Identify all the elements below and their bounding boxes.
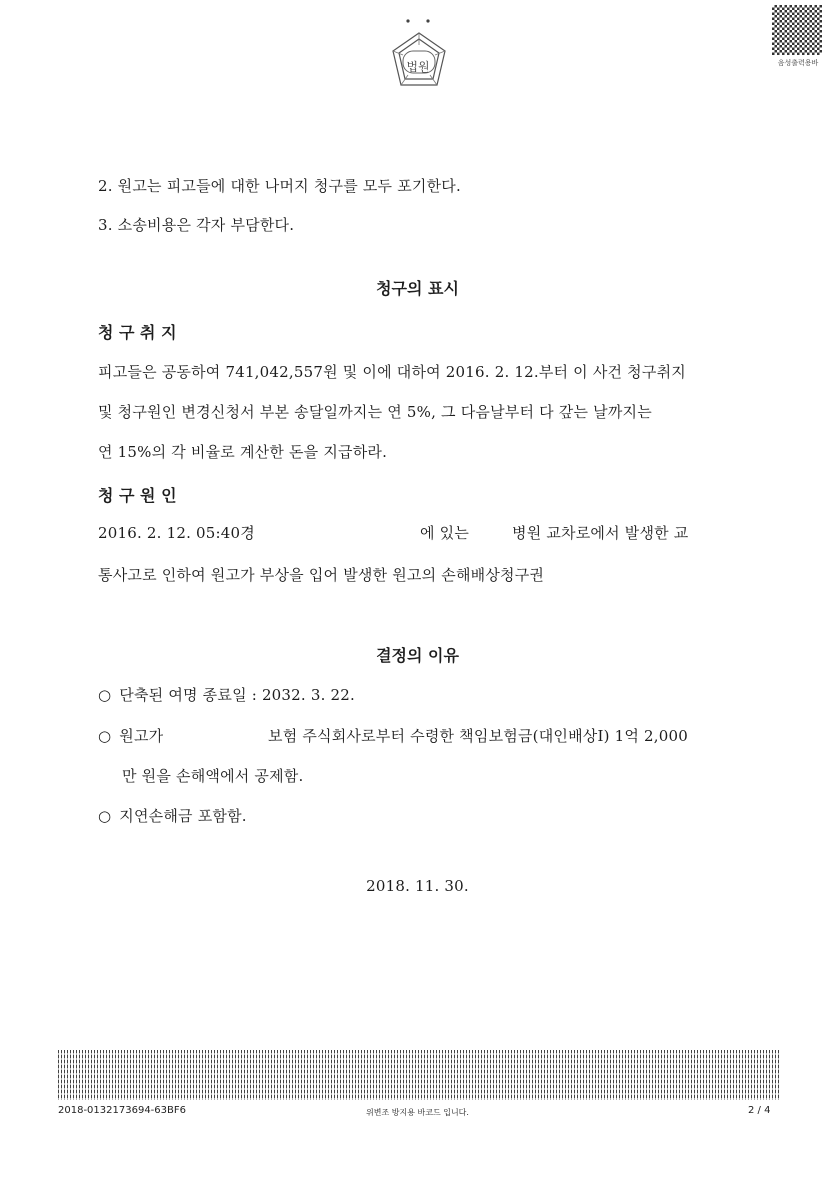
claim-purpose-line-3: 연 15%의 각 비율로 계산한 돈을 지급하라. bbox=[98, 443, 388, 461]
reason-item-3 bbox=[98, 805, 247, 826]
reasons-title: 결정의 이유 bbox=[376, 646, 459, 665]
reason-item-1-text: 단축된 여명 종료일 : 2032. 3. 22. bbox=[119, 686, 355, 704]
document-id: 2018-0132173694-63BF6 bbox=[58, 1105, 186, 1116]
claim-purpose-line-2: 및 청구원인 변경신청서 부본 송달일까지는 연 5%, 그 다음날부터 다 갚는 날까지는 bbox=[98, 403, 652, 421]
claim-cause-line-2: 통사고로 인하여 원고가 부상을 입어 발생한 원고의 손해배상청구권 bbox=[98, 566, 545, 584]
order-item-3: 3. 소송비용은 각자 부담한다. bbox=[98, 216, 295, 234]
reason-item-2-text-c: 만 원을 손해액에서 공제함. bbox=[122, 767, 304, 785]
decision-date: 2018. 11. 30. bbox=[366, 877, 469, 895]
claim-display-title: 청구의 표시 bbox=[376, 279, 459, 298]
reason-item-1 bbox=[98, 684, 355, 705]
bullet-circle: ○ bbox=[98, 686, 112, 704]
page-number: 2 / 4 bbox=[748, 1105, 771, 1116]
bullet-circle: ○ bbox=[98, 727, 112, 745]
order-item-2: 2. 원고는 피고들에 대한 나머지 청구를 모두 포기한다. bbox=[98, 177, 461, 195]
claim-cause-line-1c: 병원 교차로에서 발생한 교 bbox=[512, 524, 689, 542]
barcode-texture bbox=[58, 1050, 780, 1100]
claim-purpose-line-1: 피고들은 공동하여 741,042,557원 및 이에 대하여 2016. 2. 12.부터 이 사건 청구취지 bbox=[98, 363, 686, 381]
barcode-notice: 위변조 방지용 바코드 입니다. bbox=[366, 1108, 469, 1117]
seal-label: 법원 bbox=[406, 60, 430, 74]
bullet-circle: ○ bbox=[98, 807, 112, 825]
claim-cause-line-1b: 에 있는 bbox=[420, 524, 470, 542]
reason-item-3-text: 지연손해금 포함함. bbox=[119, 807, 247, 825]
qr-code bbox=[772, 5, 822, 55]
qr-caption: 음성출력용바 bbox=[777, 59, 819, 67]
claim-cause-line-1a: 2016. 2. 12. 05:40경 bbox=[98, 524, 255, 542]
reason-item-2-text-a: 원고가 bbox=[119, 727, 164, 745]
claim-cause-heading: 청 구 원 인 bbox=[98, 486, 177, 505]
claim-purpose-heading: 청 구 취 지 bbox=[98, 323, 177, 342]
reason-item-2-text-b: 보험 주식회사로부터 수령한 책임보험금(대인배상Ⅰ) 1억 2,000 bbox=[268, 727, 688, 745]
reason-item-2a bbox=[98, 725, 163, 746]
